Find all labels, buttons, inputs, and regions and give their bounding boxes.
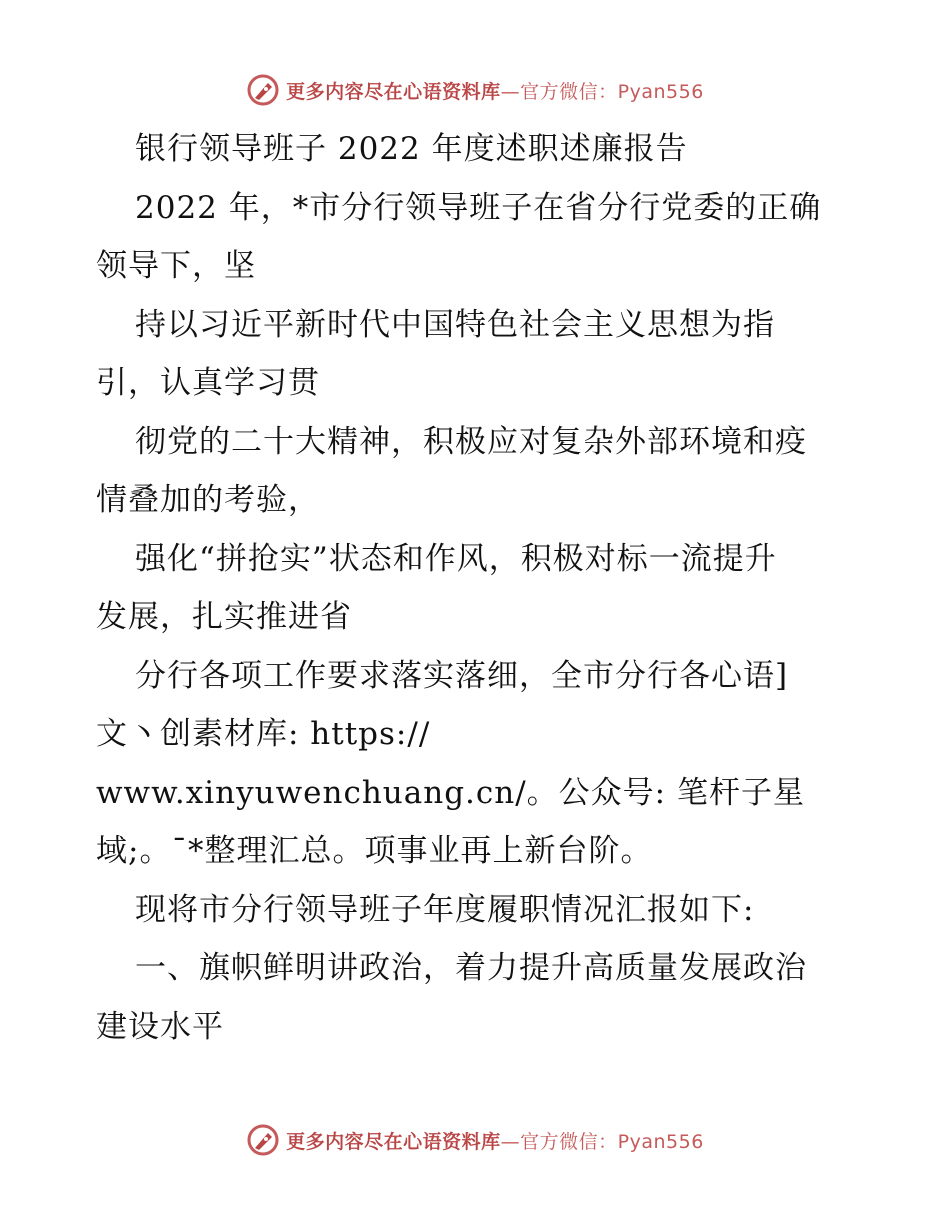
document-line: 持以习近平新时代中国特色社会主义思想为指 [135, 306, 775, 343]
footer-watermark-banner [0, 1120, 950, 1160]
banner-brand: 更多内容尽在心语资料库 [286, 80, 501, 103]
document-line: 引，认真学习贯 [96, 365, 320, 401]
document-line: 现将市分行领导班子年度履职情况汇报如下: [135, 891, 755, 928]
banner-suffix: 官方微信：Pyan556 [520, 1130, 704, 1153]
document-line: 域;。¯*整理汇总。项事业再上新台阶。 [96, 833, 653, 869]
document-line: 强化“拼抢实”状态和作风，积极对标一流提升 [135, 540, 777, 577]
document-line: 情叠加的考验， [96, 482, 320, 518]
pen-nib-circle-icon [246, 73, 280, 107]
document-body [96, 120, 856, 1056]
document-line: 彻党的二十大精神，积极应对复杂外部环境和疫 [135, 423, 807, 460]
banner-brand: 更多内容尽在心语资料库 [286, 1130, 501, 1153]
document-line: 领导下，坚 [96, 248, 256, 284]
banner-separator: — [500, 1130, 521, 1153]
document-line: 分行各项工作要求落实落细，全市分行各心语] [135, 657, 789, 694]
document-line: 发展，扎实推进省 [96, 599, 352, 635]
header-watermark-banner [0, 70, 950, 110]
banner-separator: — [500, 80, 521, 103]
document-line: www.xinyuwenchuang.cn/。公众号: 笔杆子星 [96, 774, 805, 811]
pen-nib-circle-icon [246, 1123, 280, 1157]
document-line: 银行领导班子 2022 年度述职述廉报告 [135, 131, 688, 167]
banner-suffix: 官方微信：Pyan556 [520, 80, 704, 103]
document-line: 建设水平 [96, 1008, 224, 1045]
document-line: 文丶创素材库: https:// [96, 716, 431, 752]
document-line: 一、旗帜鲜明讲政治，着力提升高质量发展政治 [135, 950, 807, 986]
document-line: 2022 年，*市分行领导班子在省分行党委的正确 [135, 189, 822, 226]
